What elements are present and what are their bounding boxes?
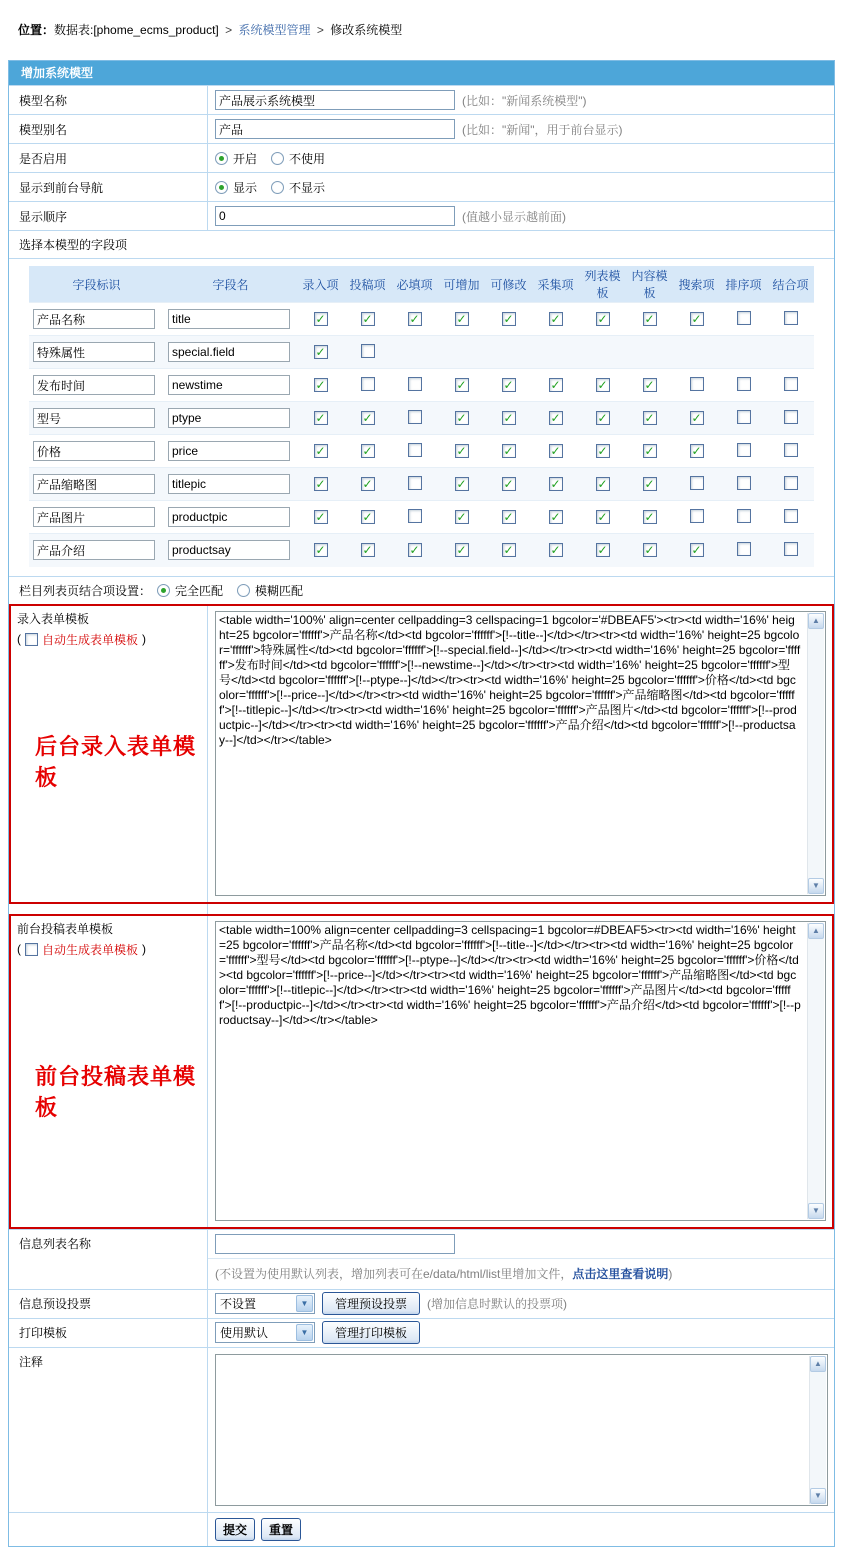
input-template-annotation: 后台录入表单模板: [35, 733, 197, 790]
field-checkbox-采集项[interactable]: ✓: [550, 477, 561, 491]
order-hint: (值越小显示越前面): [462, 209, 566, 224]
scroll-up-icon[interactable]: ▲: [808, 613, 824, 629]
field-checkbox-搜索项[interactable]: [690, 377, 704, 391]
paren: (: [17, 632, 21, 646]
radio-button[interactable]: [215, 181, 228, 194]
row-print-template: [9, 1318, 834, 1347]
submit-template-auto-checkbox[interactable]: [25, 943, 38, 956]
field-checkbox-可增加[interactable]: ✓: [456, 411, 467, 425]
breadcrumb-separator: >: [316, 23, 324, 37]
manage-preset-vote-button[interactable]: 管理预设投票: [322, 1292, 420, 1315]
field-checkbox-可修改[interactable]: ✓: [503, 543, 514, 558]
paren: ): [142, 632, 147, 646]
field-name-input[interactable]: [168, 375, 290, 395]
field-name-input[interactable]: [168, 408, 290, 428]
fields-table-header: 投稿项: [344, 266, 391, 303]
vertical-scrollbar[interactable]: [809, 1356, 826, 1504]
fields-section-label: 选择本模型的字段项: [9, 230, 834, 258]
field-checkbox-录入项[interactable]: ✓: [315, 477, 326, 491]
field-checkbox-采集项[interactable]: ✓: [550, 510, 561, 524]
scroll-down-icon[interactable]: ▼: [808, 1203, 824, 1219]
preset-vote-hint: (增加信息时默认的投票项): [427, 1297, 568, 1311]
input-template-section: [9, 604, 834, 904]
section-gap: [9, 904, 834, 914]
breadcrumb-link-model-manage[interactable]: 系统模型管理: [238, 23, 311, 37]
input-template-auto-label: 自动生成表单模板: [42, 632, 139, 647]
comment-textarea[interactable]: [215, 1354, 828, 1506]
field-checkbox-投稿项[interactable]: ✓: [362, 411, 373, 425]
radio-label: 完全匹配: [175, 583, 224, 598]
field-label-input[interactable]: [33, 342, 155, 362]
fields-table-header: 内容模板: [626, 266, 673, 303]
field-checkbox-投稿项[interactable]: ✓: [362, 543, 373, 558]
row-order: [9, 201, 834, 230]
breadcrumb-table: 数据表:[phome_ecms_product]: [54, 23, 219, 37]
field-label-input[interactable]: [33, 408, 155, 428]
field-checkbox-内容模板[interactable]: ✓: [644, 312, 655, 326]
radio-label: 不显示: [289, 180, 326, 195]
fields-table-header: 字段标识: [29, 266, 164, 303]
field-checkbox-列表模板[interactable]: ✓: [597, 378, 608, 392]
field-checkbox-内容模板[interactable]: ✓: [644, 411, 655, 425]
submit-template-annotation: 前台投稿表单模板: [35, 1063, 197, 1120]
row-model-name: [9, 85, 834, 114]
list-name-input[interactable]: [215, 1234, 455, 1254]
field-checkbox-可修改[interactable]: ✓: [503, 378, 514, 392]
field-checkbox-结合项[interactable]: [784, 509, 798, 523]
field-checkbox-结合项[interactable]: [784, 476, 798, 490]
fields-table-header: 字段名: [164, 266, 297, 303]
field-checkbox-搜索项[interactable]: [690, 509, 704, 523]
field-checkbox-采集项[interactable]: ✓: [550, 444, 561, 458]
fields-table-header: 可修改: [485, 266, 532, 303]
field-checkbox-搜索项[interactable]: [690, 476, 704, 490]
match-setting-radio-group: [157, 582, 303, 599]
field-checkbox-结合项[interactable]: [784, 377, 798, 391]
radio-option[interactable]: [271, 150, 325, 167]
submit-template-left: [11, 916, 208, 1227]
fields-table-header: 列表模板: [579, 266, 626, 303]
field-checkbox-投稿项[interactable]: [361, 344, 375, 358]
preset-vote-label: 信息预设投票: [9, 1290, 208, 1318]
panel-title: 增加系统模型: [9, 61, 834, 85]
field-checkbox-列表模板[interactable]: ✓: [597, 477, 608, 491]
field-checkbox-内容模板[interactable]: ✓: [644, 543, 655, 558]
field-checkbox-列表模板[interactable]: ✓: [597, 411, 608, 425]
field-checkbox-可修改[interactable]: ✓: [503, 444, 514, 458]
fields-table-header: 采集项: [532, 266, 579, 303]
field-label-input[interactable]: [33, 309, 155, 329]
fields-table-header: 可增加: [438, 266, 485, 303]
vertical-scrollbar[interactable]: [807, 923, 824, 1219]
field-checkbox-可增加[interactable]: ✓: [456, 444, 467, 458]
scroll-up-icon[interactable]: ▲: [810, 1356, 826, 1372]
radio-button[interactable]: [237, 584, 250, 597]
field-checkbox-录入项[interactable]: ✓: [315, 510, 326, 524]
field-checkbox-采集项[interactable]: ✓: [550, 312, 561, 326]
breadcrumb-prefix: 位置：: [18, 23, 55, 37]
field-checkbox-内容模板[interactable]: ✓: [644, 477, 655, 491]
table-row: [29, 303, 814, 336]
fields-table-header: 录入项: [297, 266, 344, 303]
field-checkbox-必填项[interactable]: [408, 509, 422, 523]
scroll-down-icon[interactable]: ▼: [810, 1488, 826, 1504]
chevron-down-icon: ▼: [296, 1324, 313, 1341]
field-checkbox-排序项[interactable]: [737, 410, 751, 424]
field-checkbox-内容模板[interactable]: ✓: [644, 510, 655, 524]
chevron-down-icon: ▼: [296, 1295, 313, 1312]
radio-button[interactable]: [215, 152, 228, 165]
print-template-select[interactable]: [215, 1322, 315, 1343]
radio-label: 不使用: [289, 151, 326, 166]
field-label-input[interactable]: [33, 540, 155, 560]
model-name-input[interactable]: [215, 90, 455, 110]
row-comment: [9, 1347, 834, 1512]
field-checkbox-录入项[interactable]: ✓: [315, 543, 326, 558]
order-input[interactable]: [215, 206, 455, 226]
field-checkbox-采集项[interactable]: ✓: [550, 543, 561, 558]
field-name-input[interactable]: [168, 342, 290, 362]
show-nav-radio-group: [215, 179, 325, 196]
model-alias-hint: (比如："新闻"，用于前台显示): [462, 122, 623, 137]
table-row: [29, 435, 814, 468]
submit-template-textarea[interactable]: <table width=100% align=center cellpadding=3 cellspacing=1 bgcolor=#DBEAF5><tr><td width='16%' height=25 bgcolor='ffffff'>产品名称</td><td bgcolor='ffffff'>[!--title--]</td></tr><tr><td width='16%' height=25 bgcolor='ffffff'>型号</td><td bgcolor='ffffff'>[!--ptype--]</td></tr><tr><td width='16%' height=25 bgcolor='ffffff'>价格</td><td bgcolor='ffffff'>[!--price--]</td></tr><tr><td width='16%' height=25 bgcolor='ffffff'>产品缩略图</td><td bgcolor='ffffff'>[!--titlepic--]</td></tr><tr><td width='16%' height=25 bgcolor='ffffff'>产品图片</td><td bgcolor='ffffff'>[!--productpic--]</td></tr><tr><td width='16%' height=25 bgcolor='ffffff'>产品介绍</td><td bgcolor='ffffff'>[!--productsay--]</td></tr></table> ▲ ▼: [215, 921, 826, 1221]
field-checkbox-录入项[interactable]: ✓: [315, 411, 326, 425]
field-name-input[interactable]: [168, 507, 290, 527]
field-checkbox-列表模板[interactable]: ✓: [597, 510, 608, 524]
row-actions: [9, 1512, 834, 1546]
row-preset-vote: [9, 1289, 834, 1318]
row-list-name: [9, 1229, 834, 1289]
field-checkbox-列表模板[interactable]: ✓: [597, 543, 608, 558]
field-name-input[interactable]: [168, 540, 290, 560]
preset-vote-select-value: 不设置: [220, 1297, 257, 1311]
row-show-nav: [9, 172, 834, 201]
radio-label: 开启: [233, 151, 258, 166]
match-setting-row: [9, 576, 834, 604]
field-checkbox-录入项[interactable]: ✓: [315, 378, 326, 392]
field-checkbox-必填项[interactable]: [408, 476, 422, 490]
field-checkbox-必填项[interactable]: [408, 377, 422, 391]
table-row: [29, 534, 814, 567]
field-checkbox-投稿项[interactable]: [361, 377, 375, 391]
field-checkbox-排序项[interactable]: [737, 542, 751, 556]
field-name-input[interactable]: [168, 474, 290, 494]
manage-print-template-button[interactable]: 管理打印模板: [322, 1321, 420, 1344]
model-alias-label: 模型别名: [9, 115, 208, 143]
fields-table-header: 排序项: [720, 266, 767, 303]
paren: (: [17, 942, 21, 956]
table-row: [29, 369, 814, 402]
field-checkbox-搜索项[interactable]: ✓: [691, 411, 702, 425]
field-checkbox-可修改[interactable]: ✓: [503, 477, 514, 491]
field-checkbox-必填项[interactable]: ✓: [409, 312, 420, 326]
model-alias-input[interactable]: [215, 119, 455, 139]
field-checkbox-可修改[interactable]: ✓: [503, 510, 514, 524]
fields-table: [29, 266, 814, 567]
field-checkbox-排序项[interactable]: [737, 443, 751, 457]
fields-table-header: 搜索项: [673, 266, 720, 303]
field-label-input[interactable]: [33, 474, 155, 494]
field-checkbox-排序项[interactable]: [737, 311, 751, 325]
radio-label: 显示: [233, 180, 258, 195]
show-nav-label: 显示到前台导航: [9, 173, 208, 201]
field-checkbox-投稿项[interactable]: ✓: [362, 510, 373, 524]
input-template-auto-checkbox[interactable]: [25, 633, 38, 646]
order-label: 显示顺序: [9, 202, 208, 230]
field-checkbox-可增加[interactable]: ✓: [456, 312, 467, 326]
field-checkbox-录入项[interactable]: ✓: [315, 312, 326, 326]
paren: ): [142, 942, 147, 956]
fields-table-header: 必填项: [391, 266, 438, 303]
table-row: [29, 402, 814, 435]
field-checkbox-内容模板[interactable]: ✓: [644, 444, 655, 458]
field-checkbox-录入项[interactable]: ✓: [315, 444, 326, 458]
field-checkbox-可增加[interactable]: ✓: [456, 543, 467, 558]
list-name-help-link[interactable]: 点击这里查看说明: [572, 1266, 669, 1281]
field-name-input[interactable]: [168, 309, 290, 329]
row-enabled: [9, 143, 834, 172]
field-checkbox-投稿项[interactable]: ✓: [362, 444, 373, 458]
row-model-alias: [9, 114, 834, 143]
radio-option[interactable]: [215, 179, 257, 196]
field-checkbox-列表模板[interactable]: ✓: [597, 444, 608, 458]
table-row: [29, 336, 814, 369]
field-checkbox-排序项[interactable]: [737, 377, 751, 391]
field-checkbox-可修改[interactable]: ✓: [503, 411, 514, 425]
field-checkbox-可增加[interactable]: ✓: [456, 477, 467, 491]
field-checkbox-搜索项[interactable]: ✓: [691, 444, 702, 458]
submit-template-section: [9, 914, 834, 1229]
comment-label: 注释: [9, 1348, 208, 1512]
field-checkbox-投稿项[interactable]: ✓: [362, 312, 373, 326]
field-checkbox-结合项[interactable]: [784, 410, 798, 424]
breadcrumb: [0, 0, 843, 38]
radio-option[interactable]: [271, 179, 325, 196]
radio-option[interactable]: [237, 582, 303, 599]
table-row: [29, 501, 814, 534]
vertical-scrollbar[interactable]: [807, 613, 824, 894]
submit-template-label: 前台投稿表单模板: [17, 921, 114, 936]
field-checkbox-结合项[interactable]: [784, 311, 798, 325]
field-label-input[interactable]: [33, 507, 155, 527]
field-checkbox-采集项[interactable]: ✓: [550, 378, 561, 392]
breadcrumb-current: 修改系统模型: [330, 23, 403, 37]
table-row: [29, 468, 814, 501]
reset-button[interactable]: 重置: [261, 1518, 301, 1541]
field-checkbox-投稿项[interactable]: ✓: [362, 477, 373, 491]
radio-label: 模糊匹配: [255, 583, 304, 598]
field-checkbox-内容模板[interactable]: ✓: [644, 378, 655, 392]
field-checkbox-可修改[interactable]: ✓: [503, 312, 514, 326]
list-name-hint: (不设置为使用默认列表，增加列表可在e/data/html/list里增加文件，点击这里查看说明): [215, 1266, 673, 1281]
field-label-input[interactable]: [33, 375, 155, 395]
field-checkbox-必填项[interactable]: ✓: [409, 543, 420, 558]
scroll-up-icon[interactable]: ▲: [808, 923, 824, 939]
scroll-down-icon[interactable]: ▼: [808, 878, 824, 894]
radio-option[interactable]: [215, 150, 257, 167]
radio-button[interactable]: [157, 584, 170, 597]
field-checkbox-列表模板[interactable]: ✓: [597, 312, 608, 326]
main-panel: [8, 60, 835, 1547]
radio-button[interactable]: [271, 152, 284, 165]
submit-button[interactable]: 提交: [215, 1518, 255, 1541]
enabled-label: 是否启用: [9, 144, 208, 172]
field-checkbox-必填项[interactable]: [408, 443, 422, 457]
field-checkbox-排序项[interactable]: [737, 509, 751, 523]
list-name-label: 信息列表名称: [9, 1230, 208, 1289]
match-setting-label: 栏目列表页结合项设置：: [19, 583, 152, 598]
model-name-label: 模型名称: [9, 86, 208, 114]
radio-button[interactable]: [271, 181, 284, 194]
submit-template-auto-label: 自动生成表单模板: [42, 942, 139, 957]
field-checkbox-录入项[interactable]: ✓: [315, 345, 326, 359]
field-checkbox-结合项[interactable]: [784, 443, 798, 457]
model-name-hint: (比如："新闻系统模型"): [462, 93, 587, 108]
field-checkbox-排序项[interactable]: [737, 476, 751, 490]
fields-table-header-row: [29, 266, 814, 303]
input-template-label: 录入表单模板: [17, 611, 90, 626]
field-name-input[interactable]: [168, 441, 290, 461]
preset-vote-select[interactable]: [215, 1293, 315, 1314]
print-template-label: 打印模板: [9, 1319, 208, 1347]
field-checkbox-搜索项[interactable]: ✓: [691, 543, 702, 558]
field-checkbox-采集项[interactable]: ✓: [550, 411, 561, 425]
enabled-radio-group: [215, 150, 325, 167]
fields-table-header: 结合项: [767, 266, 814, 303]
radio-option[interactable]: [157, 582, 223, 599]
field-checkbox-可增加[interactable]: ✓: [456, 510, 467, 524]
input-template-left: [11, 606, 208, 902]
field-checkbox-结合项[interactable]: [784, 542, 798, 556]
field-checkbox-必填项[interactable]: [408, 410, 422, 424]
field-label-input[interactable]: [33, 441, 155, 461]
field-checkbox-可增加[interactable]: ✓: [456, 378, 467, 392]
print-template-select-value: 使用默认: [220, 1326, 269, 1340]
field-checkbox-搜索项[interactable]: ✓: [691, 312, 702, 326]
fields-table-wrap: [9, 258, 834, 576]
breadcrumb-separator: >: [225, 23, 233, 37]
input-template-textarea[interactable]: <table width='100%' align=center cellpadding=3 cellspacing=1 bgcolor='#DBEAF5'><tr><td width='16%' height=25 bgcolor='ffffff'>产品名称</td><td bgcolor='ffffff'>[!--title--]</td></tr><tr><td width='16%' height=25 bgcolor='ffffff'>特殊属性</td><td bgcolor='ffffff'>[!--special.field--]</td></tr><tr><td width='16%' height=25 bgcolor='ffffff'>发布时间</td><td bgcolor='ffffff'>[!--newstime--]</td></tr><tr><td width='16%' height=25 bgcolor='ffffff'>型号</td><td bgcolor='ffffff'>[!--ptype--]</td></tr><tr><td width='16%' height=25 bgcolor='ffffff'>价格</td><td bgcolor='ffffff'>[!--price--]</td></tr><tr><td width='16%' height=25 bgcolor='ffffff'>产品缩略图</td><td bgcolor='ffffff'>[!--titlepic--]</td></tr><tr><td width='16%' height=25 bgcolor='ffffff'>产品图片</td><td bgcolor='ffffff'>[!--productpic--]</td></tr><tr><td width='16%' height=25 bgcolor='ffffff'>产品介绍</td><td bgcolor='ffffff'>[!--productsay--]</td></tr></table> ▲ ▼: [215, 611, 826, 896]
